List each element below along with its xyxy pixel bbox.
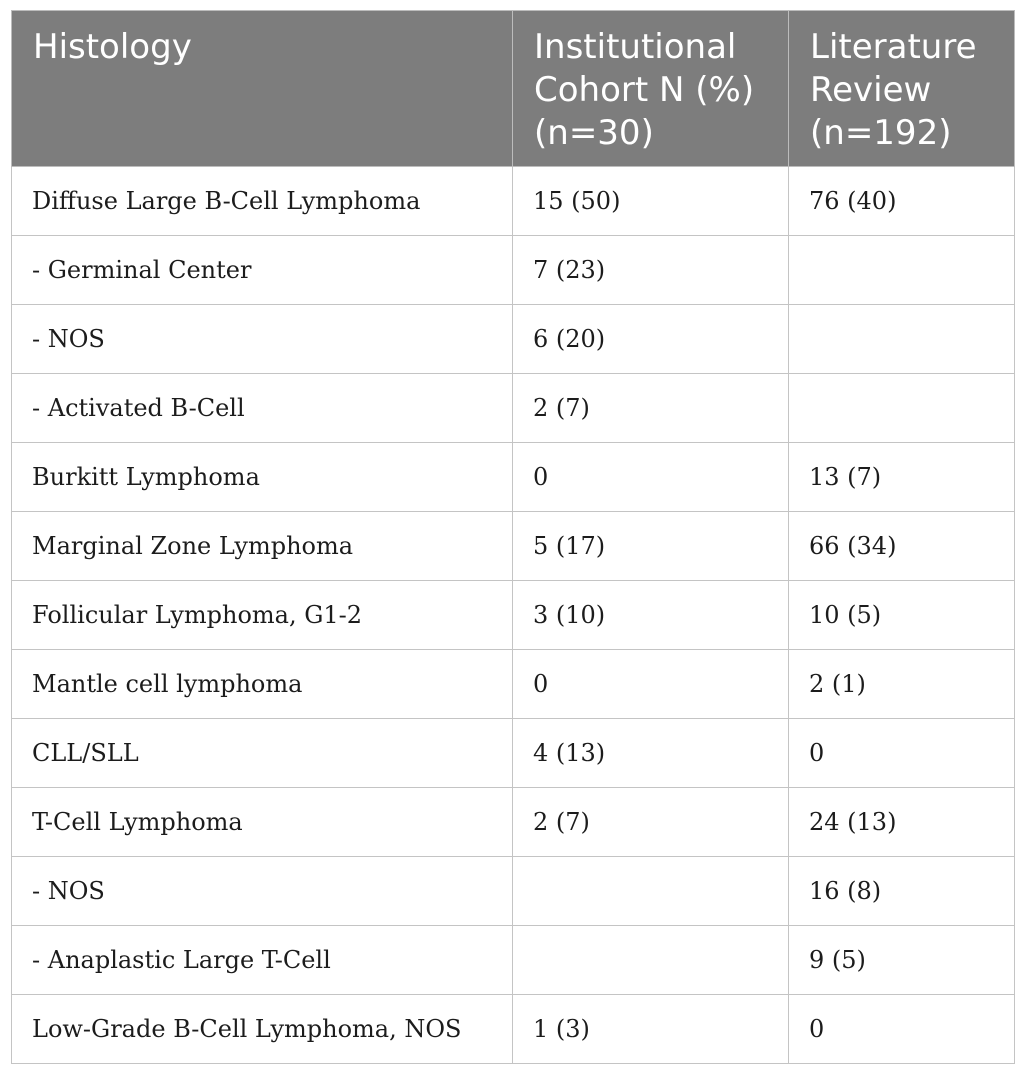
institutional-cohort-cell: 2 (7) [513, 374, 789, 443]
institutional-cohort-cell [513, 926, 789, 995]
institutional-cohort-cell: 1 (3) [513, 995, 789, 1064]
literature-review-cell [789, 236, 1015, 305]
literature-review-cell: 0 [789, 719, 1015, 788]
table-row [12, 167, 1015, 236]
literature-review-cell [789, 374, 1015, 443]
header-institutional-cohort: Institutional Cohort N (%) (n=30) [513, 11, 789, 167]
literature-review-cell [789, 305, 1015, 374]
literature-review-cell: 10 (5) [789, 581, 1015, 650]
table-row [12, 374, 1015, 443]
institutional-cohort-cell: 0 [513, 443, 789, 512]
table-row [12, 857, 1015, 926]
table-row [12, 236, 1015, 305]
institutional-cohort-cell: 4 (13) [513, 719, 789, 788]
table-row [12, 512, 1015, 581]
institutional-cohort-cell: 5 (17) [513, 512, 789, 581]
histology-cell: Mantle cell lymphoma [12, 650, 513, 719]
histology-cell: Follicular Lymphoma, G1-2 [12, 581, 513, 650]
literature-review-cell: 0 [789, 995, 1015, 1064]
histology-cell: Diffuse Large B-Cell Lymphoma [12, 167, 513, 236]
institutional-cohort-cell: 6 (20) [513, 305, 789, 374]
histology-table [11, 10, 1015, 1064]
literature-review-cell: 2 (1) [789, 650, 1015, 719]
histology-cell: Low-Grade B-Cell Lymphoma, NOS [12, 995, 513, 1064]
histology-cell: - Activated B-Cell [12, 374, 513, 443]
institutional-cohort-cell: 3 (10) [513, 581, 789, 650]
table-row [12, 995, 1015, 1064]
header-histology: Histology [12, 11, 513, 167]
histology-cell: - NOS [12, 305, 513, 374]
table-row [12, 650, 1015, 719]
table-row [12, 581, 1015, 650]
table-row [12, 926, 1015, 995]
institutional-cohort-cell: 0 [513, 650, 789, 719]
histology-cell: Marginal Zone Lymphoma [12, 512, 513, 581]
histology-cell: - Germinal Center [12, 236, 513, 305]
institutional-cohort-cell: 2 (7) [513, 788, 789, 857]
literature-review-cell: 9 (5) [789, 926, 1015, 995]
table-row [12, 788, 1015, 857]
histology-cell: - Anaplastic Large T-Cell [12, 926, 513, 995]
institutional-cohort-cell [513, 857, 789, 926]
literature-review-cell: 16 (8) [789, 857, 1015, 926]
institutional-cohort-cell: 15 (50) [513, 167, 789, 236]
histology-cell: T-Cell Lymphoma [12, 788, 513, 857]
literature-review-cell: 76 (40) [789, 167, 1015, 236]
header-literature-review: Literature Review (n=192) [789, 11, 1015, 167]
histology-cell: CLL/SLL [12, 719, 513, 788]
histology-cell: - NOS [12, 857, 513, 926]
header-row [12, 11, 1015, 167]
institutional-cohort-cell: 7 (23) [513, 236, 789, 305]
table-row [12, 719, 1015, 788]
table-body [12, 167, 1015, 1064]
histology-cell: Burkitt Lymphoma [12, 443, 513, 512]
table-row [12, 443, 1015, 512]
literature-review-cell: 13 (7) [789, 443, 1015, 512]
table-row [12, 305, 1015, 374]
literature-review-cell: 66 (34) [789, 512, 1015, 581]
table-header [12, 11, 1015, 167]
literature-review-cell: 24 (13) [789, 788, 1015, 857]
